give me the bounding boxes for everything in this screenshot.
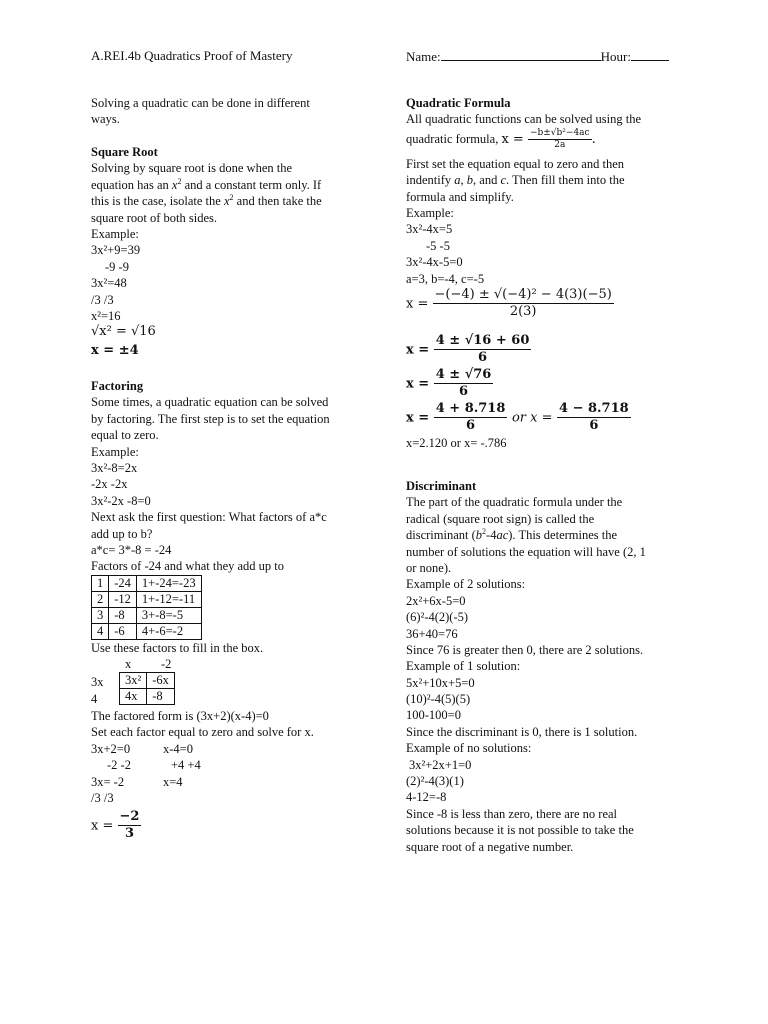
section-heading: Discriminant	[406, 479, 477, 493]
table-row: 3 -8 3+-8=-5	[92, 607, 202, 623]
factoring-section: Factoring Some times, a quadratic equation can be solved by factoring. The first step is to set the equation equal to zero. Example: 3x²-8=2x -2x -2x 3x²-2x -8=0 Next ask the first question: What factors of a*c add up to b? a*c= 3*-8 = -24 Factors of -24 and what they add up to 1 -24 1+-24=-23 2 -12 1+-12=-11 3 -8 3+-8=-5 4 -6 4+-6=-2 Use these factors to fill in the box. x -2 3x 4 3x² -6x 4x -8 The factored form is (3x+2)(x-4)=0 Set each factor equal to zero and solve for x. 3x+2=0 -2 -2 3x= -2 /3 /3 x-4=0 +4 +4 x=4 x = $\frac{-2}{3}$	[91, 379, 330, 842]
page-title: A.REI.4b Quadratics Proof of Mastery	[91, 48, 293, 63]
table-row: 2 -12 1+-12=-11	[92, 591, 202, 607]
hour-label: Hour:	[600, 49, 631, 64]
square-root-section: Square Root Solving by square root is done when the equation has an $x^2$ and a constant term only. If this is the case, isolate the $x^2$ and then take the square root of both sides. Example: 3x²+9=39 -9 -9 3x²=48 /3 /3 x²=16 √x² = √16 x = ±4	[91, 144, 322, 362]
table-row: 1 -24 1+-24=-23	[92, 575, 202, 591]
sqrt-step: √x² = √16	[91, 324, 156, 340]
factor-table	[91, 575, 202, 640]
section-heading: Square Root	[91, 145, 158, 159]
quadratic-formula-section: Quadratic Formula All quadratic functions can be solved using the quadratic formula, x = $\frac{\text{−b±√b²−4ac}}{2a}$ . First set the equation equal to zero and then indentify a, b, and c. Then fill them into the formula and simplify. Example: 3x²-4x=5 -5 -5 3x²-4x-5=0 a=3, b=-4, c=-5 x = $\frac{\text{−(−4) ± √(−4)² − 4(3)(−5)}}{2(3)}$ x = $\frac{4 \pm √16 + 60}{6}$ x = $\frac{4 \pm √76}{6}$ x = $\frac{4 + 8.718}{6}$ or x = $\frac{4 - 8.718}{6}$ x=2.120 or x= -.786	[406, 96, 642, 450]
box-method: x -2 3x 4 3x² -6x 4x -8	[91, 656, 330, 708]
formula-step-1: x = $\frac{\text{−(−4) ± √(−4)² − 4(3)(−5)}}{2(3)}$	[406, 286, 612, 320]
name-label: Name:	[406, 49, 441, 64]
name-field[interactable]	[406, 48, 669, 65]
formula-step-2: x = $\frac{4 \pm √16 + 60}{6}$	[406, 332, 530, 366]
factor-box: 3x² -6x 4x -8	[119, 672, 175, 705]
table-row: 4 -6 4+-6=-2	[92, 623, 202, 639]
discriminant-section: Discriminant The part of the quadratic formula under the radical (square root sign) is called the discriminant $(b^2-4ac)$. This determines the number of solutions the equation will have (2, 1 or none). Example of 2 solutions: 2x²+6x-5=0 (6)²-4(2)(-5) 36+40=76 Since 76 is greater then 0, there are 2 solutions. Example of 1 solution: 5x²+10x+5=0 (10)²-4(5)(5) 100-100=0 Since the discriminant is 0, there is 1 solution. Example of no solutions: 3x²+2x+1=0 (2)²-4(3)(1) 4-12=-8 Since -8 is less than zero, there are no real solutions because it is not possible to take the square root of a negative number.	[406, 479, 646, 854]
formula-step-3: x = $\frac{4 \pm √76}{6}$	[406, 366, 492, 400]
quadratic-formula: x = $\frac{\text{−b±√b²−4ac}}{2a}$ .	[501, 127, 596, 150]
section-heading: Quadratic Formula	[406, 96, 511, 110]
formula-result: x=2.120 or x= -.786	[406, 435, 507, 450]
final-answer: x = $\frac{-2}{3}$	[91, 808, 140, 842]
intro-text: Solving a quadratic can be done in different ways.	[91, 96, 310, 127]
formula-step-4: x = $\frac{4 + 8.718}{6}$ or x = $\frac{4 - 8.718}{6}$	[406, 400, 629, 434]
sqrt-answer: x = ±4	[91, 343, 139, 359]
solve-steps: 3x+2=0 -2 -2 3x= -2 /3 /3 x-4=0 +4 +4 x=4	[91, 741, 201, 806]
section-heading: Factoring	[91, 379, 144, 393]
